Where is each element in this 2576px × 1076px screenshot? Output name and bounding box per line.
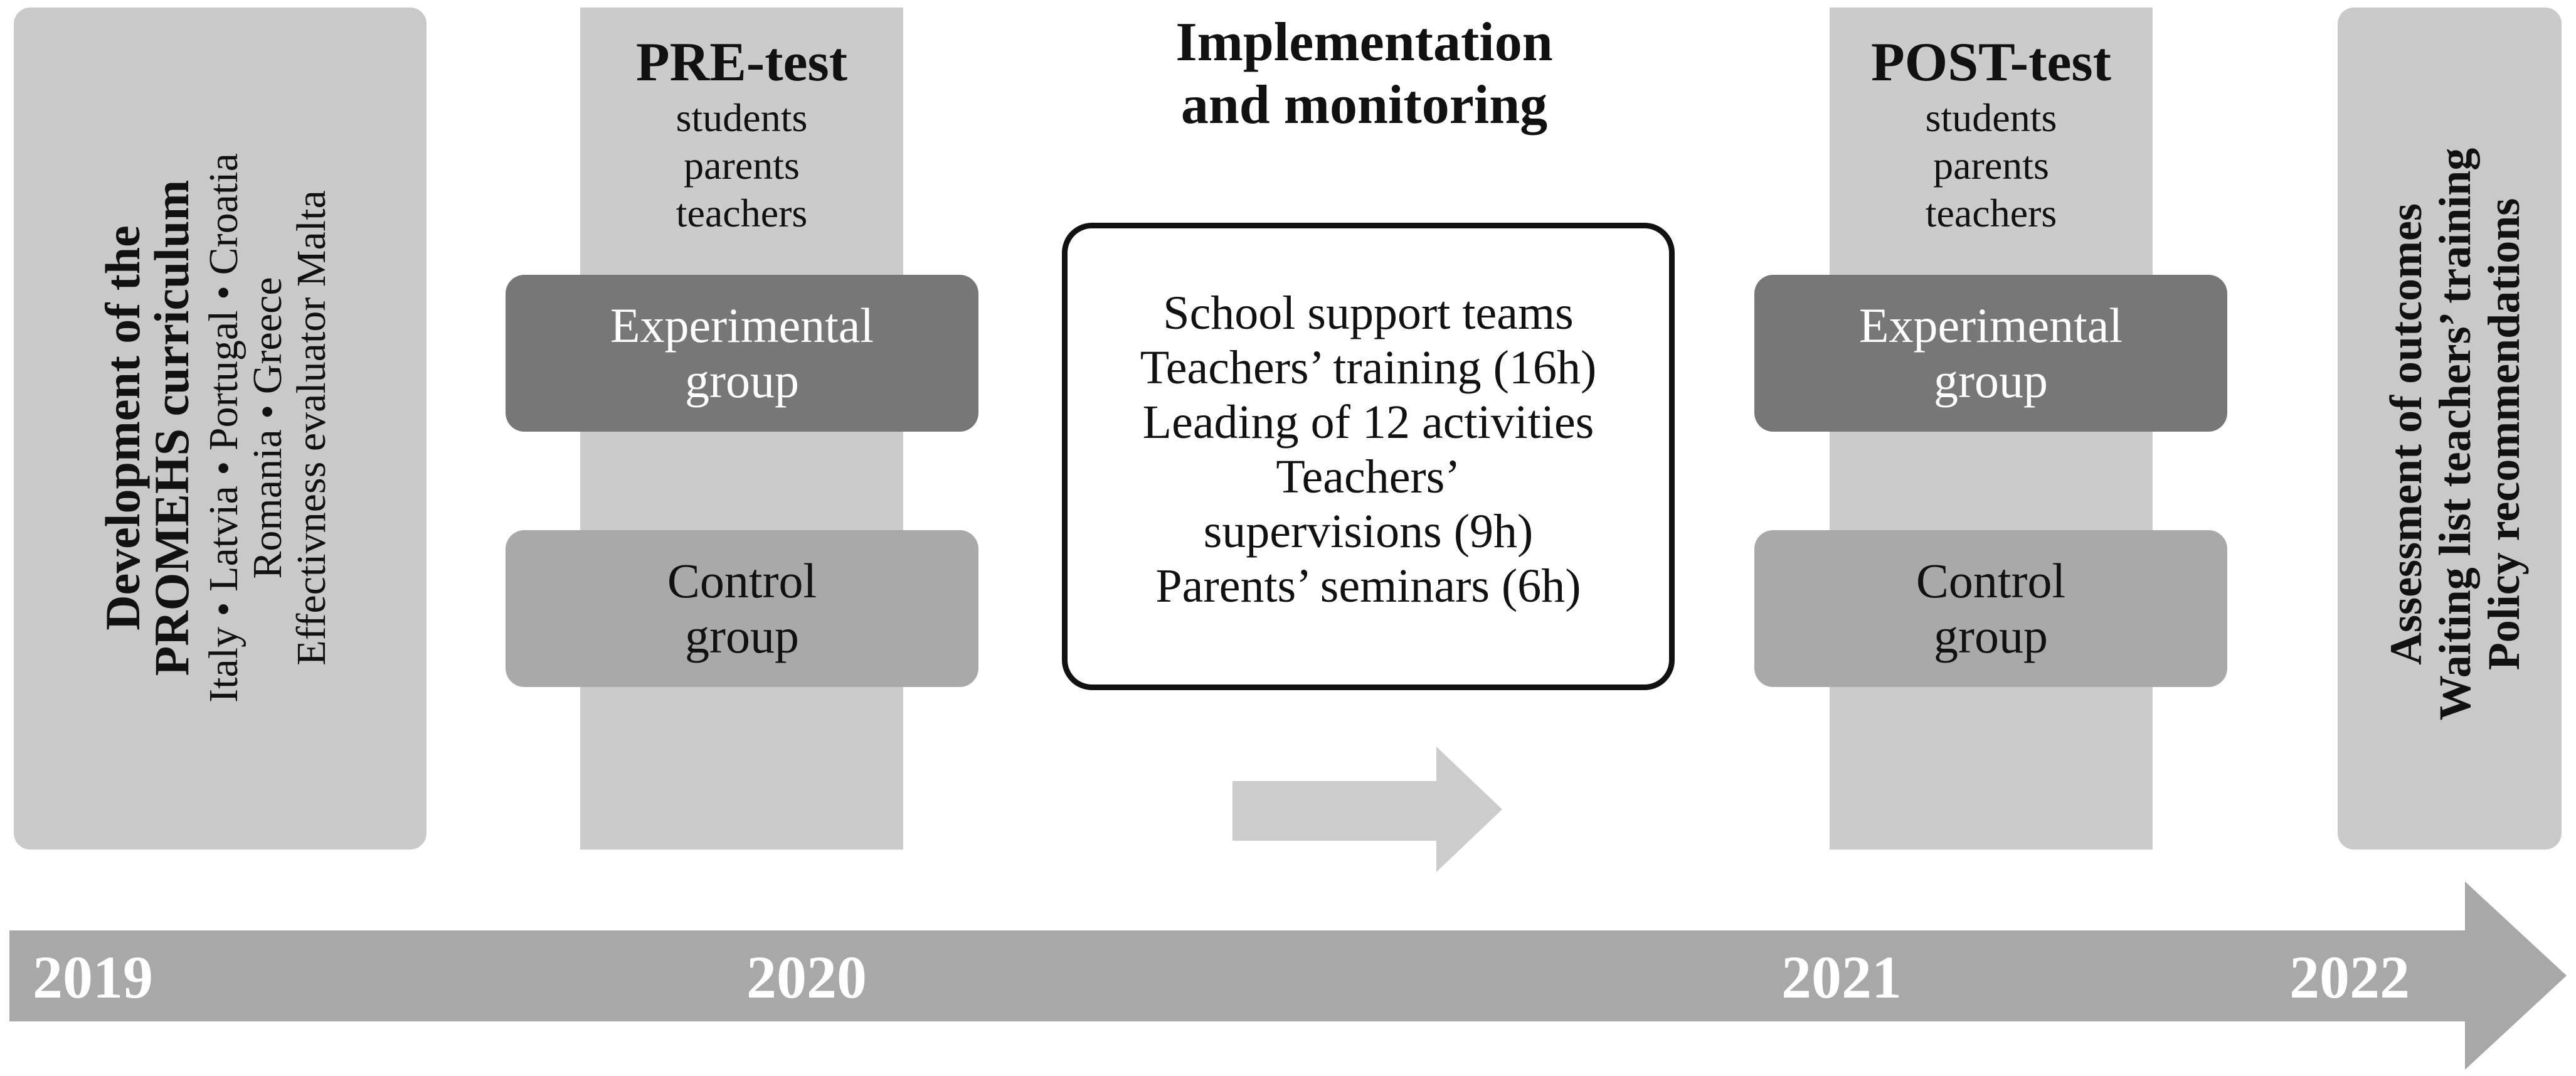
partners-line3: Effectivness evaluator Malta (289, 190, 334, 666)
pre-control-label-line1: Control (667, 553, 817, 608)
implementation-title-line2: and monitoring (1180, 75, 1548, 136)
implementation-title-line1: Implementation (1175, 12, 1553, 73)
pre-test-header (568, 31, 916, 237)
year-label-2019: 2019 (33, 944, 153, 1011)
post-test-participant: students (1925, 95, 2057, 140)
activity-item: School support teams (1163, 287, 1574, 339)
post-test-header (1817, 31, 2165, 237)
development-title-line2: PROMEHS curriculum (144, 179, 199, 676)
pre-test-participant: parents (684, 143, 800, 188)
development-title-line1: Development of the (95, 225, 150, 631)
activity-item: Parents’ seminars (6h) (1155, 560, 1581, 612)
year-label-2020: 2020 (746, 944, 867, 1011)
pre-experimental-group (506, 275, 978, 432)
post-experimental-label-line2: group (1934, 353, 2048, 408)
development-title (95, 20, 199, 836)
post-control-group (1754, 530, 2227, 687)
implementation-activities-box (1062, 223, 1675, 690)
pre-test-participant: students (676, 95, 808, 140)
progress-arrow-icon (1232, 747, 1502, 872)
post-experimental-group (1754, 275, 2227, 432)
pre-test-participant: teachers (676, 191, 808, 235)
partners-line1: Italy • Latvia • Portugal • Croatia (201, 153, 246, 703)
final-phase-line2: Waiting list teachers’ training (2430, 147, 2480, 721)
activity-item: Teachers’ (1276, 450, 1461, 503)
pre-control-label-line2: group (685, 609, 799, 663)
final-phase-panel (2338, 8, 2562, 850)
post-test-title: POST-test (1871, 32, 2111, 93)
implementation-title (1066, 11, 1662, 137)
final-phase-line1: Assessment of outcomes (2381, 203, 2431, 665)
post-test-participant: parents (1933, 143, 2049, 188)
year-label-2022: 2022 (2289, 944, 2410, 1011)
activity-item: Teachers’ training (16h) (1140, 341, 1597, 394)
timeline-arrow (9, 882, 2567, 1070)
development-partners (202, 20, 340, 836)
pre-experimental-label-line1: Experimental (610, 298, 874, 353)
pre-control-group (506, 530, 978, 687)
post-control-label-line2: group (1934, 609, 2048, 663)
activity-item: supervisions (9h) (1203, 505, 1534, 558)
development-panel (14, 8, 427, 850)
pre-experimental-label-line2: group (685, 353, 799, 408)
final-phase-text (2381, 26, 2529, 842)
post-control-label-line1: Control (1916, 553, 2066, 608)
year-label-2021: 2021 (1781, 944, 1902, 1011)
partners-line2: Romania • Greece (245, 277, 290, 579)
post-experimental-label-line1: Experimental (1858, 298, 2123, 353)
final-phase-line3: Policy recommendations (2479, 198, 2529, 671)
post-test-participant: teachers (1925, 191, 2057, 235)
pre-test-title: PRE-test (635, 32, 848, 93)
activity-item: Leading of 12 activities (1142, 396, 1594, 449)
